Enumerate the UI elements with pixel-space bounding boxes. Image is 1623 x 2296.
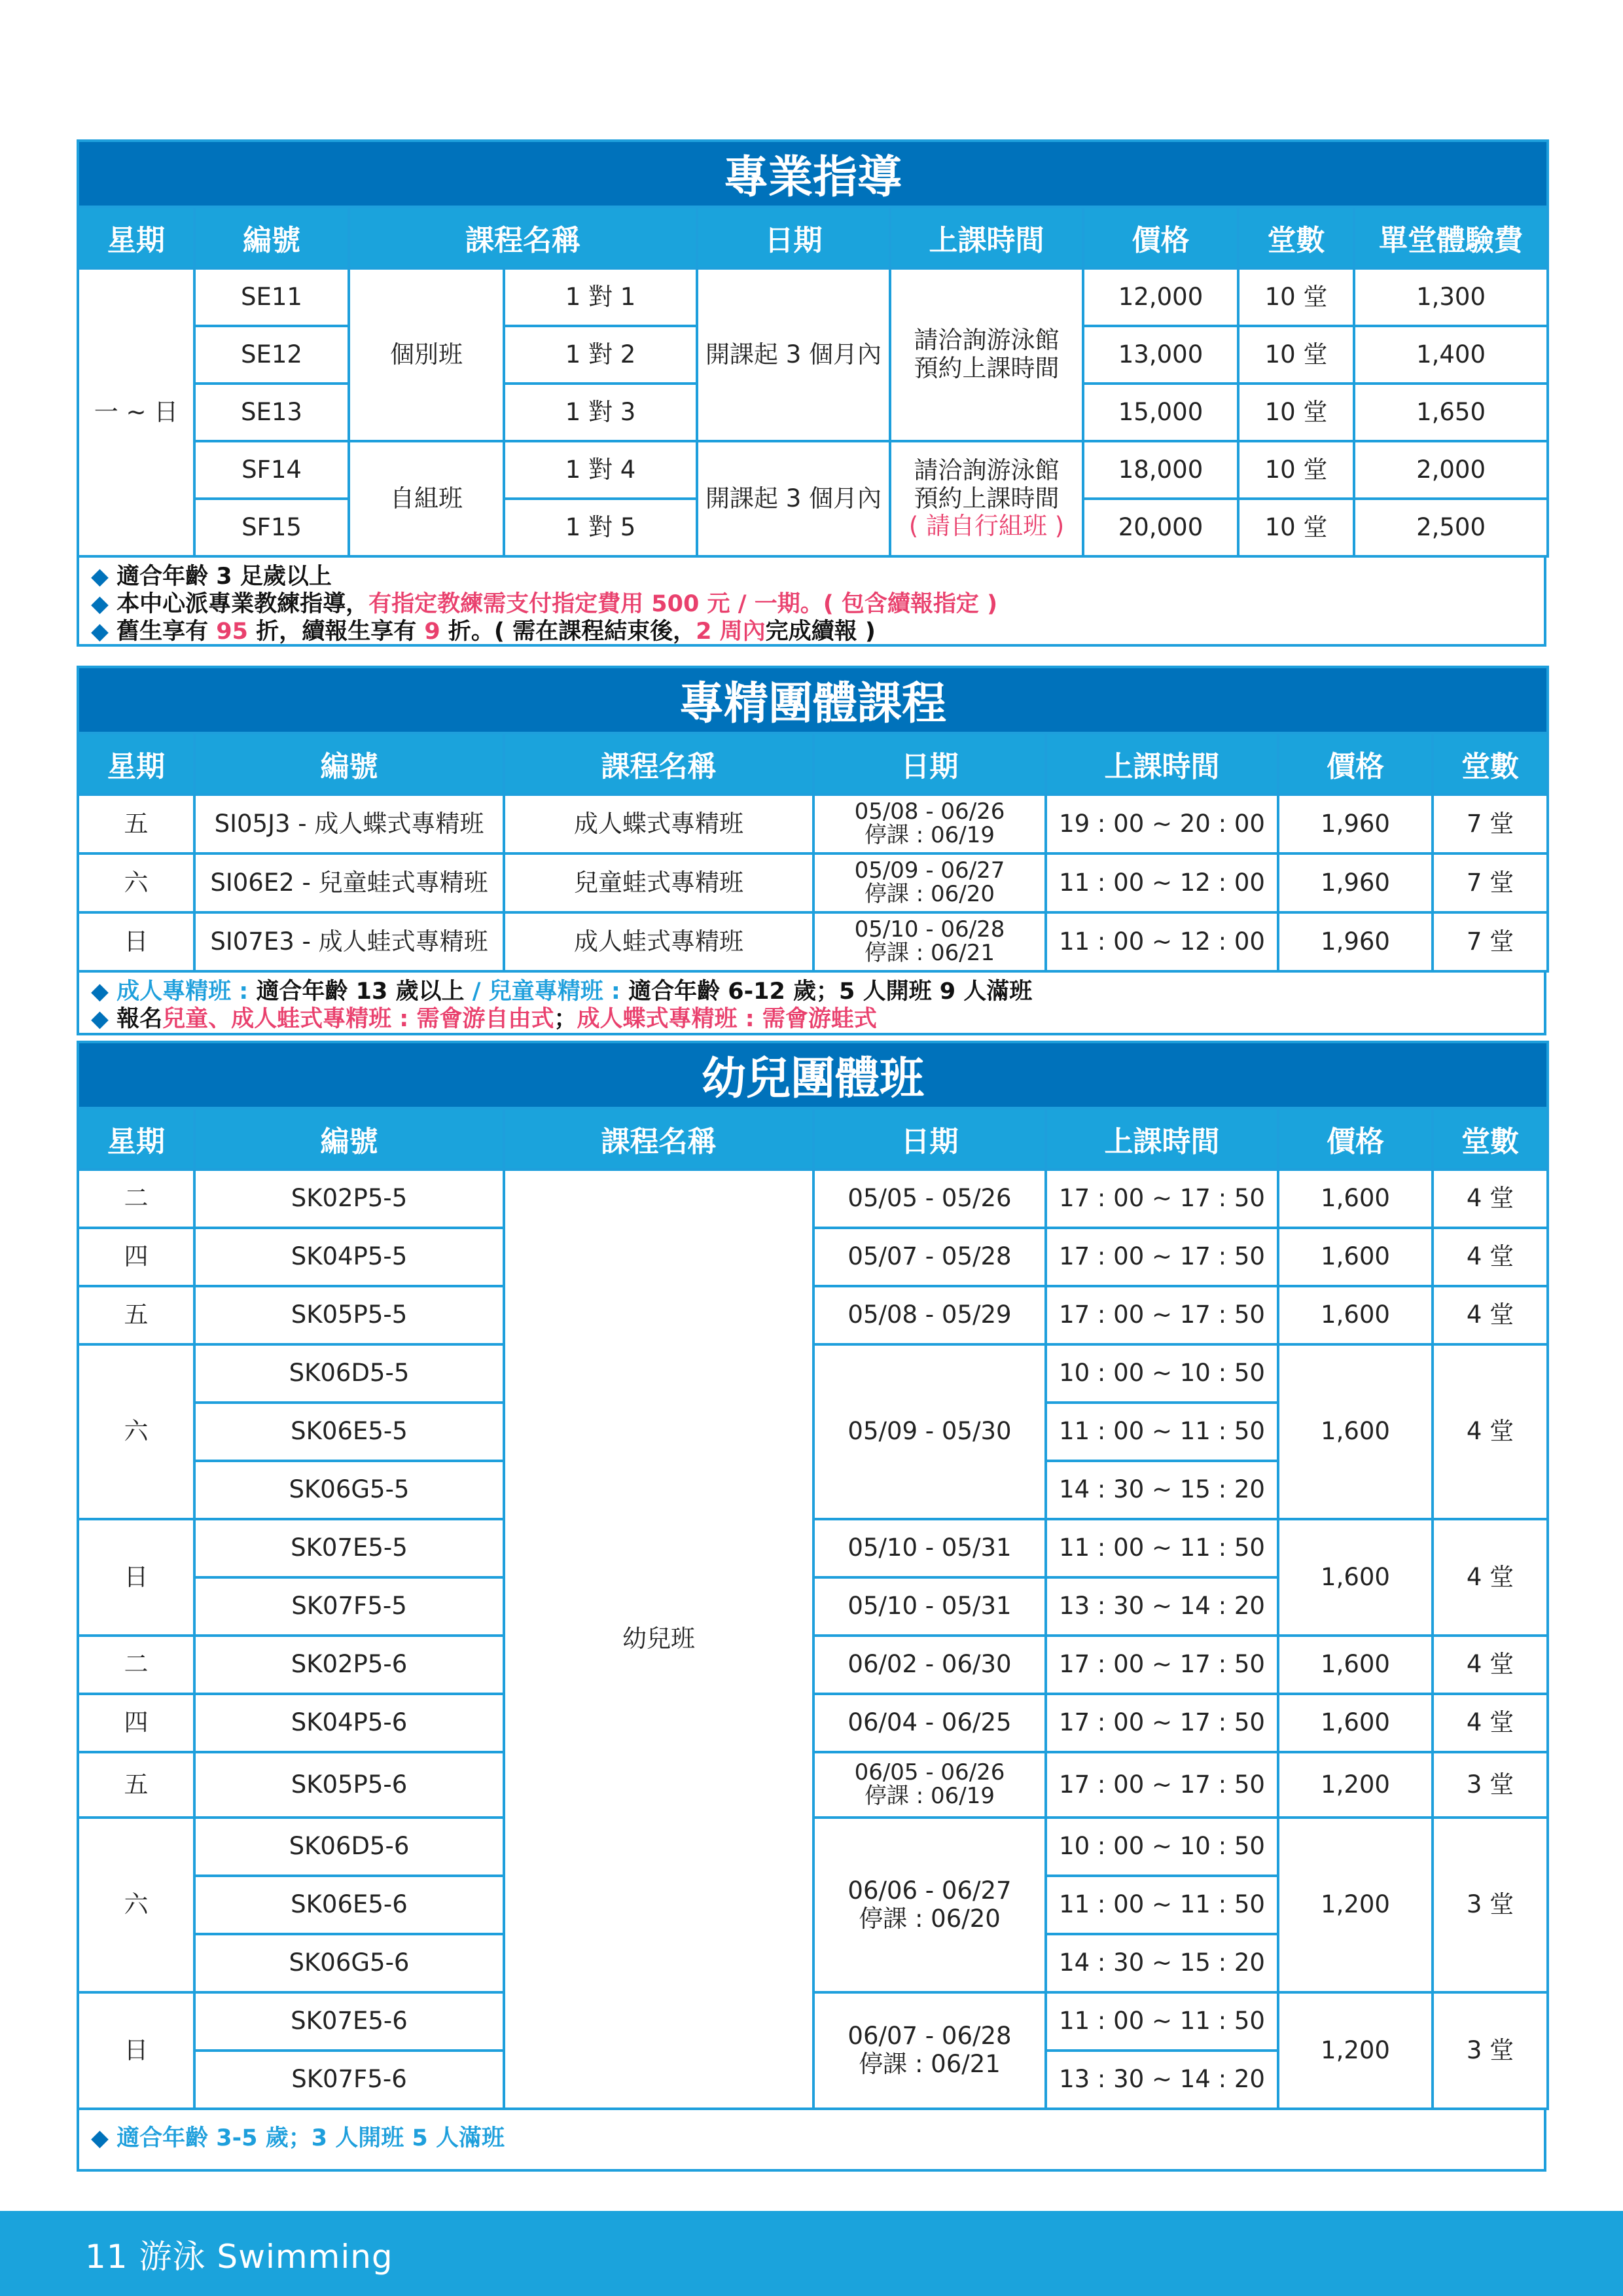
date-cell: 05/09 - 06/27 停課 : 06/20 <box>813 853 1046 912</box>
day-cell: 五 <box>78 1286 194 1344</box>
header-price: 價格 <box>1278 733 1433 795</box>
sessions-cell: 4 堂 <box>1433 1170 1548 1228</box>
name-cell: 成人蛙式專精班 <box>504 912 813 971</box>
sessions-cell: 7 堂 <box>1433 912 1548 971</box>
note-line: ◆ 適合年齡 3-5 歲；3 人開班 5 人滿班 <box>91 2125 505 2151</box>
trial-cell: 1,650 <box>1354 384 1548 441</box>
code-cell: SK05P5-6 <box>194 1752 504 1818</box>
name-cell: 幼兒班 <box>504 1170 813 2109</box>
table-row <box>78 268 1548 326</box>
date-cell: 05/05 - 05/26 <box>813 1170 1046 1228</box>
price-cell: 12,000 <box>1083 268 1238 326</box>
price-cell: 1,960 <box>1278 912 1433 971</box>
section-toddler <box>77 1041 1546 2172</box>
code-cell: SK06E5-5 <box>194 1403 504 1461</box>
time-cell: 14 : 30 ~ 15 : 20 <box>1046 1461 1278 1519</box>
name-cell: 1 對 3 <box>504 384 697 441</box>
notes-box <box>77 2110 1546 2172</box>
section-title: 專業指導 <box>78 141 1548 207</box>
sessions-cell: 4 堂 <box>1433 1286 1548 1344</box>
header-day: 星期 <box>78 1108 194 1170</box>
code-cell: SK04P5-6 <box>194 1694 504 1752</box>
code-cell: SK06G5-6 <box>194 1934 504 1992</box>
note-line: ◆ 適合年齡 3 足歲以上 <box>91 564 332 590</box>
table-row <box>78 1752 1548 1818</box>
time-cell: 11 : 00 ~ 11 : 50 <box>1046 1992 1278 2051</box>
trial-cell: 1,300 <box>1354 268 1548 326</box>
sessions-cell: 10 堂 <box>1238 268 1354 326</box>
name-cell: 1 對 5 <box>504 499 697 556</box>
header-sessions: 堂數 <box>1433 1108 1548 1170</box>
code-cell: SK05P5-5 <box>194 1286 504 1344</box>
professional-table <box>77 139 1549 558</box>
code-cell: SI05J3 - 成人蝶式專精班 <box>194 795 504 853</box>
day-cell: 日 <box>78 1519 194 1636</box>
header-time: 上課時間 <box>890 207 1083 268</box>
table-row <box>78 1818 1548 1876</box>
time-cell: 11 : 00 ~ 12 : 00 <box>1046 912 1278 971</box>
price-cell: 1,960 <box>1278 853 1433 912</box>
diamond-icon: ◆ <box>91 591 109 617</box>
sessions-cell: 4 堂 <box>1433 1344 1548 1519</box>
date-cell: 06/02 - 06/30 <box>813 1636 1046 1694</box>
time-cell: 17 : 00 ~ 17 : 50 <box>1046 1636 1278 1694</box>
sessions-cell: 3 堂 <box>1433 1992 1548 2109</box>
day-cell: 五 <box>78 795 194 853</box>
header-course: 課程名稱 <box>504 733 813 795</box>
table-row <box>78 1636 1548 1694</box>
code-cell: SE13 <box>194 384 349 441</box>
time-cell: 17 : 00 ~ 17 : 50 <box>1046 1694 1278 1752</box>
header-date: 日期 <box>813 733 1046 795</box>
advanced-table <box>77 666 1549 973</box>
notes-box <box>77 558 1546 647</box>
code-cell: SK04P5-5 <box>194 1228 504 1286</box>
code-cell: SK02P5-5 <box>194 1170 504 1228</box>
header-code: 編號 <box>194 1108 504 1170</box>
code-cell: SK07F5-6 <box>194 2051 504 2109</box>
price-cell: 1,600 <box>1278 1519 1433 1636</box>
table-row <box>78 1344 1548 1403</box>
diamond-icon: ◆ <box>91 2125 109 2151</box>
price-cell: 1,600 <box>1278 1228 1433 1286</box>
price-cell: 13,000 <box>1083 326 1238 384</box>
name-cell: 1 對 2 <box>504 326 697 384</box>
code-cell: SE12 <box>194 326 349 384</box>
sessions-cell: 7 堂 <box>1433 795 1548 853</box>
price-cell: 1,200 <box>1278 1992 1433 2109</box>
table-row <box>78 1992 1548 2051</box>
trial-cell: 2,000 <box>1354 441 1548 499</box>
sessions-cell: 7 堂 <box>1433 853 1548 912</box>
table-row <box>78 1286 1548 1344</box>
price-cell: 1,960 <box>1278 795 1433 853</box>
date-cell: 05/08 - 05/29 <box>813 1286 1046 1344</box>
time-cell: 19 : 00 ~ 20 : 00 <box>1046 795 1278 853</box>
time-cell: 請洽詢游泳館 預約上課時間 ( 請自行組班 ) <box>890 441 1083 556</box>
sessions-cell: 4 堂 <box>1433 1636 1548 1694</box>
time-cell: 17 : 00 ~ 17 : 50 <box>1046 1228 1278 1286</box>
code-cell: SI06E2 - 兒童蛙式專精班 <box>194 853 504 912</box>
date-cell: 05/10 - 05/31 <box>813 1519 1046 1577</box>
name-cell: 1 對 4 <box>504 441 697 499</box>
code-cell: SK06D5-5 <box>194 1344 504 1403</box>
time-cell: 11 : 00 ~ 11 : 50 <box>1046 1876 1278 1934</box>
date-cell: 05/09 - 05/30 <box>813 1344 1046 1519</box>
time-cell: 17 : 00 ~ 17 : 50 <box>1046 1752 1278 1818</box>
price-cell: 1,200 <box>1278 1818 1433 1992</box>
group-cell: 自組班 <box>349 441 504 556</box>
header-course: 課程名稱 <box>504 1108 813 1170</box>
price-cell: 1,600 <box>1278 1694 1433 1752</box>
price-cell: 1,200 <box>1278 1752 1433 1818</box>
time-cell: 10 : 00 ~ 10 : 50 <box>1046 1344 1278 1403</box>
sessions-cell: 10 堂 <box>1238 499 1354 556</box>
table-row <box>78 1228 1548 1286</box>
time-cell: 14 : 30 ~ 15 : 20 <box>1046 1934 1278 1992</box>
diamond-icon: ◆ <box>91 978 109 1005</box>
sessions-cell: 10 堂 <box>1238 326 1354 384</box>
diamond-icon: ◆ <box>91 619 109 645</box>
code-cell: SI07E3 - 成人蛙式專精班 <box>194 912 504 971</box>
time-cell: 10 : 00 ~ 10 : 50 <box>1046 1818 1278 1876</box>
day-cell: 二 <box>78 1170 194 1228</box>
price-cell: 1,600 <box>1278 1344 1433 1519</box>
header-code: 編號 <box>194 733 504 795</box>
page-footer <box>0 2211 1623 2296</box>
day-cell: 五 <box>78 1752 194 1818</box>
code-cell: SK07F5-5 <box>194 1577 504 1636</box>
code-cell: SF15 <box>194 499 349 556</box>
footer-text: 11 游泳 Swimming <box>85 2238 393 2276</box>
price-cell: 1,600 <box>1278 1636 1433 1694</box>
trial-cell: 2,500 <box>1354 499 1548 556</box>
diamond-icon: ◆ <box>91 1006 109 1032</box>
section-title: 幼兒團體班 <box>78 1042 1548 1108</box>
date-cell: 05/10 - 06/28 停課 : 06/21 <box>813 912 1046 971</box>
note-line: ◆ 報名兒童、成人蛙式專精班 : 需會游自由式；成人蝶式專精班 : 需會游蛙式 <box>91 1006 877 1032</box>
code-cell: SK06G5-5 <box>194 1461 504 1519</box>
header-date: 日期 <box>697 207 890 268</box>
day-cell: 一 ~ 日 <box>78 268 194 556</box>
day-cell: 六 <box>78 1818 194 1992</box>
group-cell: 個別班 <box>349 268 504 441</box>
price-cell: 1,600 <box>1278 1170 1433 1228</box>
header-day: 星期 <box>78 207 194 268</box>
section-title: 專精團體課程 <box>78 667 1548 733</box>
section-professional <box>77 139 1546 647</box>
trial-cell: 1,400 <box>1354 326 1548 384</box>
time-cell: 11 : 00 ~ 11 : 50 <box>1046 1519 1278 1577</box>
table-row <box>78 1694 1548 1752</box>
date-cell: 05/10 - 05/31 <box>813 1577 1046 1636</box>
date-cell: 06/06 - 06/27 停課 : 06/20 <box>813 1818 1046 1992</box>
code-cell: SK06E5-6 <box>194 1876 504 1934</box>
time-cell: 請洽詢游泳館 預約上課時間 <box>890 268 1083 441</box>
time-cell: 13 : 30 ~ 14 : 20 <box>1046 1577 1278 1636</box>
day-cell: 四 <box>78 1228 194 1286</box>
day-cell: 四 <box>78 1694 194 1752</box>
header-price: 價格 <box>1278 1108 1433 1170</box>
code-cell: SK06D5-6 <box>194 1818 504 1876</box>
code-cell: SF14 <box>194 441 349 499</box>
table-row <box>78 441 1548 499</box>
sessions-cell: 4 堂 <box>1433 1228 1548 1286</box>
code-cell: SK02P5-6 <box>194 1636 504 1694</box>
header-course: 課程名稱 <box>349 207 697 268</box>
price-cell: 18,000 <box>1083 441 1238 499</box>
section-advanced <box>77 666 1546 1035</box>
note-line: ◆ 成人專精班 : 適合年齡 13 歲以上 / 兒童專精班 : 適合年齡 6-12 歲；5 人開班 9 人滿班 <box>91 978 1033 1005</box>
time-cell: 11 : 00 ~ 12 : 00 <box>1046 853 1278 912</box>
diamond-icon: ◆ <box>91 564 109 590</box>
header-sessions: 堂數 <box>1433 733 1548 795</box>
table-row <box>78 1519 1548 1577</box>
day-cell: 二 <box>78 1636 194 1694</box>
price-cell: 1,600 <box>1278 1286 1433 1344</box>
note-line: ◆ 本中心派專業教練指導，有指定教練需支付指定費用 500 元 / 一期。( 包含續報指定 ) <box>91 591 998 617</box>
table-row <box>78 912 1548 971</box>
day-cell: 六 <box>78 1344 194 1519</box>
date-cell: 06/05 - 06/26 停課 : 06/19 <box>813 1752 1046 1818</box>
sessions-cell: 10 堂 <box>1238 384 1354 441</box>
time-cell: 17 : 00 ~ 17 : 50 <box>1046 1170 1278 1228</box>
header-code: 編號 <box>194 207 349 268</box>
name-cell: 成人蝶式專精班 <box>504 795 813 853</box>
header-time: 上課時間 <box>1046 1108 1278 1170</box>
date-cell: 開課起 3 個月內 <box>697 441 890 556</box>
table-row <box>78 853 1548 912</box>
day-cell: 六 <box>78 853 194 912</box>
note-line: ◆ 舊生享有 95 折，續報生享有 9 折。( 需在課程結束後，2 周內完成續報 ) <box>91 619 876 645</box>
day-cell: 日 <box>78 912 194 971</box>
header-trial: 單堂體驗費 <box>1354 207 1548 268</box>
sessions-cell: 4 堂 <box>1433 1694 1548 1752</box>
sessions-cell: 4 堂 <box>1433 1519 1548 1636</box>
sessions-cell: 3 堂 <box>1433 1752 1548 1818</box>
name-cell: 1 對 1 <box>504 268 697 326</box>
code-cell: SE11 <box>194 268 349 326</box>
header-time: 上課時間 <box>1046 733 1278 795</box>
header-day: 星期 <box>78 733 194 795</box>
date-cell: 開課起 3 個月內 <box>697 268 890 441</box>
price-cell: 20,000 <box>1083 499 1238 556</box>
price-cell: 15,000 <box>1083 384 1238 441</box>
header-date: 日期 <box>813 1108 1046 1170</box>
sessions-cell: 10 堂 <box>1238 441 1354 499</box>
table-row <box>78 1170 1548 1228</box>
time-cell: 17 : 00 ~ 17 : 50 <box>1046 1286 1278 1344</box>
header-price: 價格 <box>1083 207 1238 268</box>
date-cell: 06/07 - 06/28 停課 : 06/21 <box>813 1992 1046 2109</box>
date-cell: 05/08 - 06/26 停課 : 06/19 <box>813 795 1046 853</box>
name-cell: 兒童蛙式專精班 <box>504 853 813 912</box>
date-cell: 05/07 - 05/28 <box>813 1228 1046 1286</box>
day-cell: 日 <box>78 1992 194 2109</box>
time-cell: 13 : 30 ~ 14 : 20 <box>1046 2051 1278 2109</box>
table-row <box>78 795 1548 853</box>
sessions-cell: 3 堂 <box>1433 1818 1548 1992</box>
toddler-table <box>77 1041 1549 2110</box>
header-sessions: 堂數 <box>1238 207 1354 268</box>
code-cell: SK07E5-5 <box>194 1519 504 1577</box>
code-cell: SK07E5-6 <box>194 1992 504 2051</box>
date-cell: 06/04 - 06/25 <box>813 1694 1046 1752</box>
time-cell: 11 : 00 ~ 11 : 50 <box>1046 1403 1278 1461</box>
notes-box <box>77 973 1546 1035</box>
